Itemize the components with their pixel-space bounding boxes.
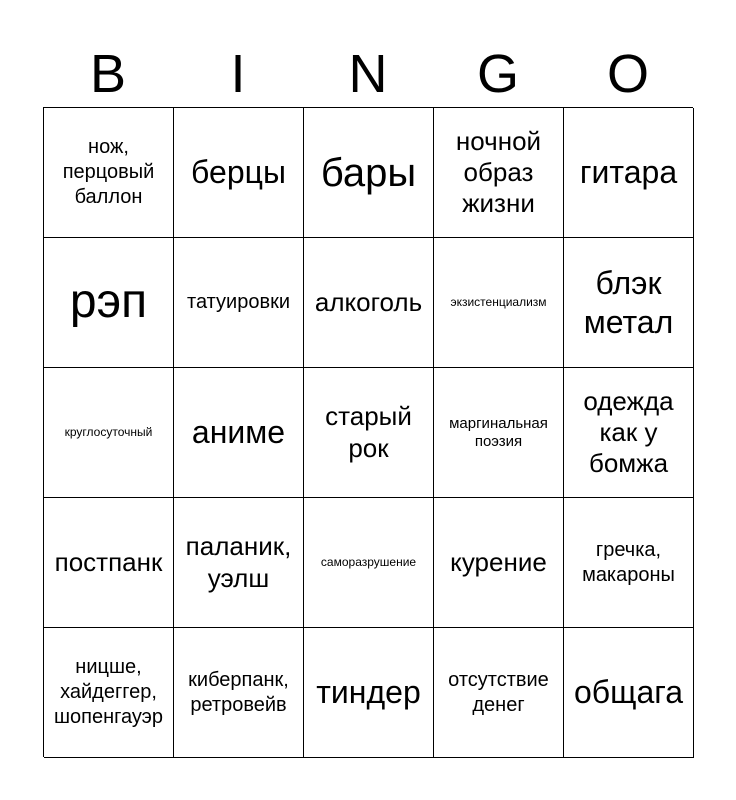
bingo-cell[interactable]	[304, 108, 434, 238]
bingo-cell[interactable]	[174, 498, 304, 628]
bingo-cell[interactable]	[564, 628, 694, 758]
bingo-cell[interactable]	[44, 628, 174, 758]
cell-text: алкоголь	[314, 286, 423, 317]
header-letter-o: O	[606, 44, 649, 104]
bingo-cell[interactable]	[564, 368, 694, 498]
cell-text: ночной образ жизни	[455, 125, 542, 219]
bingo-cell[interactable]	[174, 628, 304, 758]
bingo-cell[interactable]	[304, 628, 434, 758]
cell-text: гречка, макароны	[582, 538, 675, 586]
bingo-cell[interactable]	[434, 108, 564, 238]
bingo-cell[interactable]	[174, 238, 304, 368]
bingo-cell[interactable]	[44, 238, 174, 368]
cell-text: курение	[450, 546, 547, 577]
bingo-cell[interactable]	[434, 498, 564, 628]
bingo-cell[interactable]	[434, 628, 564, 758]
bingo-header	[43, 40, 693, 108]
header-letter-g: G	[476, 44, 519, 104]
bingo-cell[interactable]	[304, 498, 434, 628]
cell-text: рэп	[69, 275, 148, 329]
bingo-cell[interactable]	[174, 108, 304, 238]
cell-text: саморазрушение	[320, 555, 417, 570]
bingo-cell[interactable]	[304, 238, 434, 368]
bingo-cell[interactable]	[434, 238, 564, 368]
cell-text: нож, перцовый баллон	[62, 136, 155, 208]
header-letter-n: N	[348, 44, 388, 104]
bingo-cell[interactable]	[564, 498, 694, 628]
bingo-cell[interactable]	[44, 498, 174, 628]
cell-text: ницше, хайдеггер, шопенгауэр	[53, 656, 164, 728]
bingo-cell[interactable]	[564, 238, 694, 368]
bingo-cell[interactable]	[44, 368, 174, 498]
bingo-cell[interactable]	[174, 368, 304, 498]
cell-text: аниме	[191, 414, 286, 451]
cell-text: тиндер	[316, 674, 421, 711]
cell-text: общага	[573, 674, 683, 711]
cell-text: блэк метал	[583, 265, 674, 340]
cell-text: бары	[320, 150, 417, 195]
cell-text: круглосуточный	[64, 425, 153, 440]
cell-text: постпанк	[54, 546, 163, 577]
cell-text: экзистенциализм	[450, 295, 547, 310]
bingo-grid	[43, 107, 693, 757]
bingo-cell[interactable]	[44, 108, 174, 238]
bingo-cell[interactable]	[304, 368, 434, 498]
cell-text: одежда как у бомжа	[583, 385, 674, 479]
cell-text: маргинальная поэзия	[449, 414, 548, 450]
cell-text: берцы	[191, 154, 286, 191]
bingo-cell[interactable]	[434, 368, 564, 498]
cell-text: отсутствие денег	[448, 668, 549, 716]
bingo-cell[interactable]	[564, 108, 694, 238]
cell-text: киберпанк, ретровейв	[188, 668, 289, 716]
cell-text: гитара	[579, 154, 678, 191]
header-letter-b: B	[89, 44, 127, 104]
cell-text: паланик, уэлш	[185, 531, 292, 593]
cell-text: старый рок	[325, 401, 412, 463]
cell-text: татуировки	[187, 291, 290, 313]
header-letter-i: I	[230, 44, 246, 104]
